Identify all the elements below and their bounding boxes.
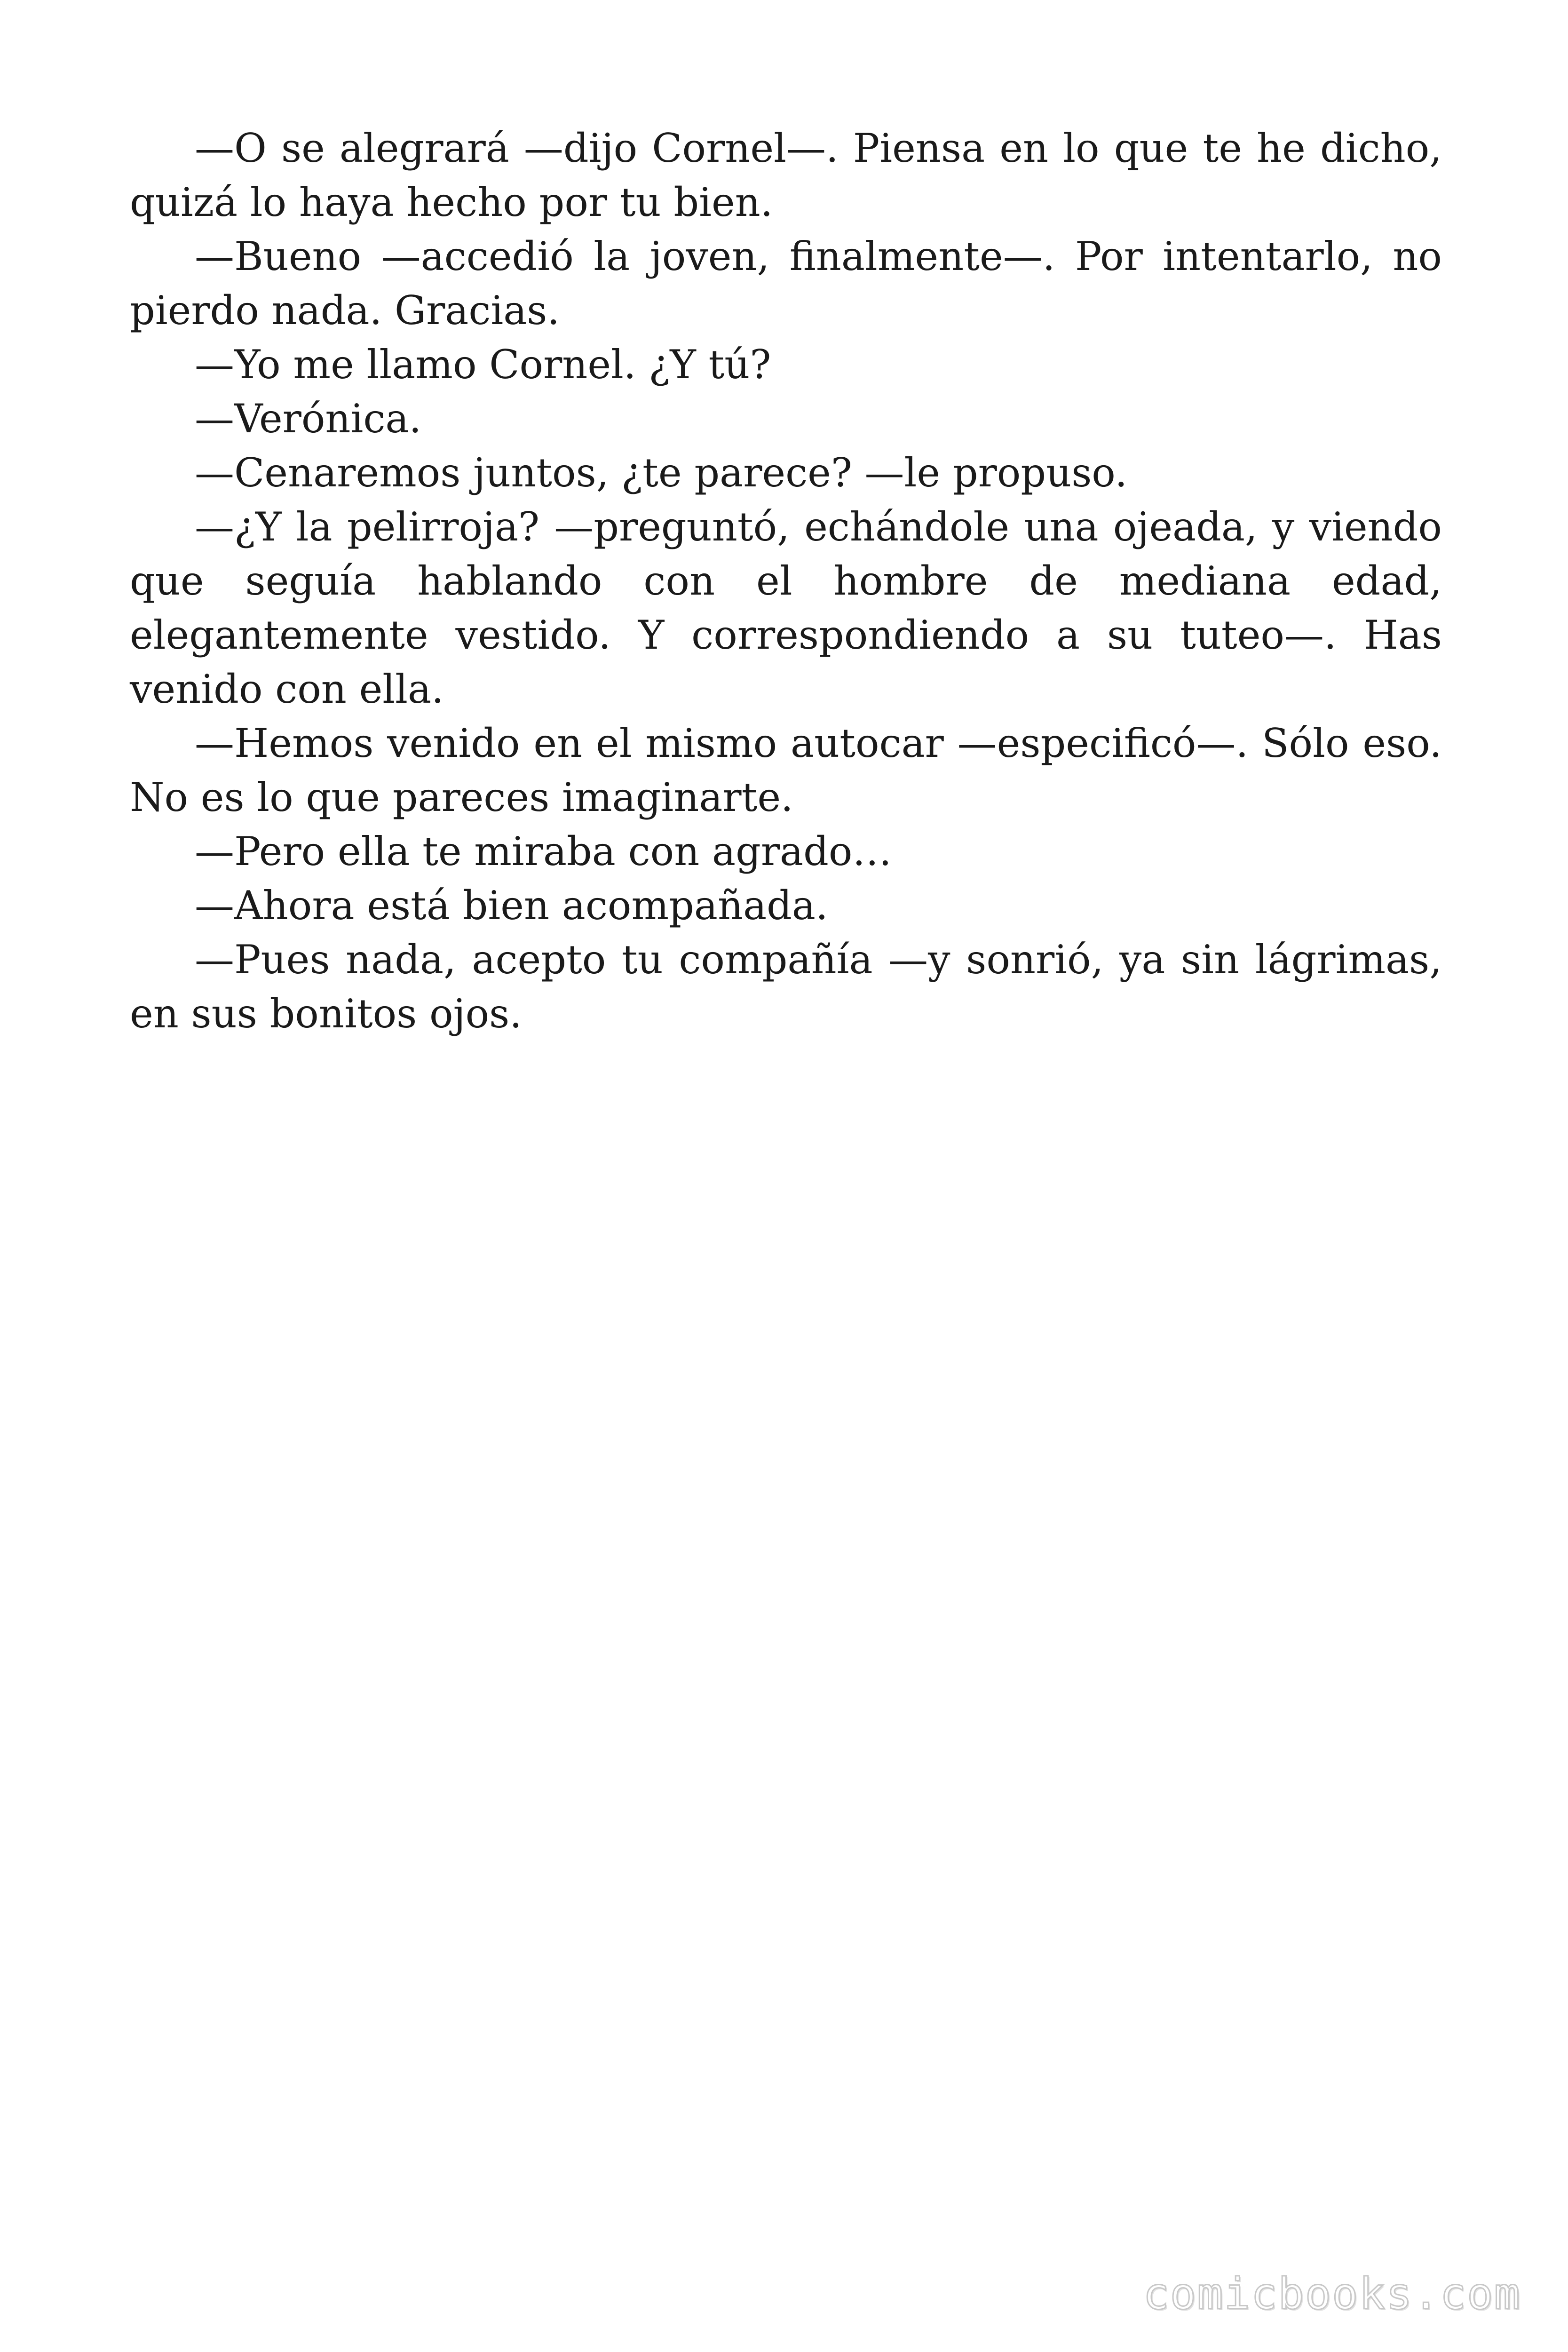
paragraph: —Hemos venido en el mismo autocar —especificó—. Sólo eso. No es lo que pareces imaginarte.: [130, 720, 1442, 820]
paragraph: —O se alegrará —dijo Cornel—. Piensa en lo que te he dicho, quizá lo haya hecho por tu bien.: [130, 125, 1442, 225]
paragraph: —Bueno —accedió la joven, finalmente—. Por intentarlo, no pierdo nada. Gracias.: [130, 233, 1442, 334]
paragraph: —Pero ella te miraba con agrado…: [195, 828, 892, 874]
paragraph: —Cenaremos juntos, ¿te parece? —le propuso.: [195, 450, 1128, 496]
paragraph: —¿Y la pelirroja? —preguntó, echándole una ojeada, y viendo que seguía hablando con el hombre de mediana edad, elegantemente vestido. Y correspondiendo a su tuteo—. Has venido con ella.: [130, 504, 1442, 712]
paragraph: —Pues nada, acepto tu compañía —y sonrió, ya sin lágrimas, en sus bonitos ojos.: [130, 937, 1442, 1037]
body-text: [130, 121, 1442, 1041]
paragraph: —Yo me llamo Cornel. ¿Y tú?: [195, 342, 771, 388]
watermark: comicbooks.com: [1143, 2269, 1521, 2319]
paragraph: —Ahora está bien acompañada.: [195, 882, 828, 929]
paragraph: —Verónica.: [195, 396, 422, 442]
